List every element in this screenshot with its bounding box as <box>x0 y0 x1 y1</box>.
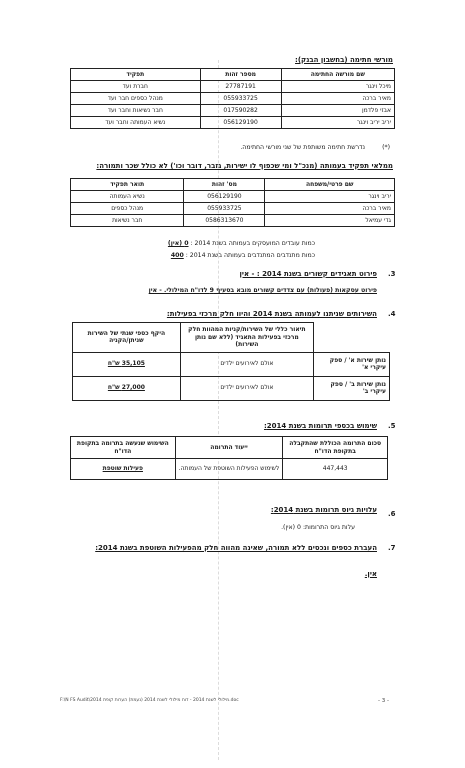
service-amount: 27,000 ש"ח <box>73 376 181 400</box>
role-holder-id: 0586313670 <box>184 215 265 227</box>
section-7-number: .7 <box>388 544 396 552</box>
signer-name: מיכל וינגר <box>281 81 394 93</box>
roles-header-name: שם פרטי/משפחה <box>265 179 395 191</box>
table-row <box>71 81 395 93</box>
table-row <box>71 459 388 480</box>
service-description: אולם לאירועים ילדים <box>180 352 313 376</box>
signers-header-id: מספר זהות <box>200 69 281 81</box>
role-holder-name: גדי עמיאל <box>265 215 395 227</box>
roles-header-id: מס' זהות <box>184 179 265 191</box>
section-7-title: העברת כספים ונכסים ללא תמורה, שאינה מהווה חלק מהפעילות השוטפת בשנת 2014: <box>95 544 377 552</box>
table-row <box>71 105 395 117</box>
service-description: אולם לאירועים ילדים <box>180 376 313 400</box>
section-6-title: עלויות גיוס תרומות בשנת 2014: <box>270 506 377 514</box>
roles-title: ממלאי תפקיד בעמותה (מנכ"ל ומי שכפוף לו ישירות, גזבר, דובר וכו') לא כולל שכר ותמורה: <box>96 162 393 170</box>
service-provider-label: נותן שירות א' / ספק עיקרי א' <box>313 352 389 376</box>
table-row <box>71 117 395 129</box>
table-row <box>71 203 395 215</box>
signer-id: 055933725 <box>200 93 281 105</box>
role-holder-title: מנהל כספים <box>71 203 184 215</box>
donation-purpose: לשימוש הפעילות השוטפת של העמותה. <box>175 459 283 480</box>
signer-id: 017590282 <box>200 105 281 117</box>
signers-note: נדרשת חתימה משותפת של שני מורשי החתימה. <box>240 144 365 151</box>
services-header-blank <box>313 323 389 353</box>
volunteers-label: כמות מתנדבים המתנדבים בעמותה בשנת 2014 : <box>185 252 315 259</box>
table-row <box>71 215 395 227</box>
signer-role: חברת ועד <box>71 81 201 93</box>
signers-header-name: שם מורשה החתימה <box>281 69 394 81</box>
donation-total: 447,443 <box>283 459 388 480</box>
signers-title: מורשי חתימה (בחשבון הבנק): <box>295 56 393 64</box>
roles-header-title: תואר תפקיד <box>71 179 184 191</box>
employees-label: כמות עובדים המועסקים בעמותה בשנת 2014 : <box>190 240 315 247</box>
service-provider-label: נותן שירות ב' / ספק עיקרי ב' <box>313 376 389 400</box>
table-row <box>71 93 395 105</box>
section-7-answer: אין. <box>364 570 377 578</box>
role-holder-id: 055933725 <box>184 203 265 215</box>
section-6-line: עלות גיוס התרומות: 0 (אין). <box>281 524 355 531</box>
signer-name: אבזי פלדמן <box>281 105 394 117</box>
section-5-title: שימוש בכספי תרומות בשנת 2014: <box>263 422 377 430</box>
signers-header-role: תפקיד <box>71 69 201 81</box>
table-row <box>73 376 390 400</box>
section-5-number: .5 <box>388 422 396 430</box>
signer-name: מאיר ברכה <box>281 93 394 105</box>
signer-role: חבר נשיאות וחבר ועד <box>71 105 201 117</box>
role-holder-name: מאיר ברכה <box>265 203 395 215</box>
section-6-number: .6 <box>388 510 396 518</box>
volunteers-line <box>171 252 315 259</box>
role-holder-id: 056129190 <box>184 191 265 203</box>
donations-header-usage: השימוש שנעשה בתרומה בתקופת הדו"ח <box>71 437 176 459</box>
role-holder-title: נשיא העמותה <box>71 191 184 203</box>
section-3-line: פירוט עסקאות (פעולות) עם צדדים קשורים מובא בסעיף 9 לדו"ח המילולי. - אין <box>148 287 377 294</box>
volunteers-value: 400 <box>170 252 184 259</box>
section-3-number: .3 <box>388 270 396 278</box>
table-row <box>73 352 390 376</box>
footer-page-number: - 3 - <box>378 698 389 704</box>
services-table <box>72 322 390 401</box>
signer-role: מנהל כספים חבר ועד <box>71 93 201 105</box>
donations-table <box>70 436 388 480</box>
services-header-description: תיאור כללי של השירות/קניות המהוות חלק מרכזי בפעילות התאגיד (ללא שם נותן השירות) <box>180 323 313 353</box>
section-3-title: פירוט תאגידים קשורים בשנת 2014 : - אין <box>239 270 377 278</box>
role-holder-title: חבר נשיאות <box>71 215 184 227</box>
signers-table <box>70 68 395 129</box>
roles-table <box>70 178 395 227</box>
signer-id: 056129190 <box>200 117 281 129</box>
employees-value: 0 (אין) <box>167 240 189 247</box>
footer-file-path: F:\N FS Audit\2014 מילולי לשנת 2014 - דוח מילולי לשנת 2014 (נעמת) הערות קופת.doc <box>60 698 239 703</box>
services-header-amount: היקף כספי שנתי של השירות שניתן/הקניה <box>73 323 181 353</box>
donations-header-purpose: ייעוד התרומה <box>175 437 283 459</box>
donation-usage: פעילות שוטפת <box>71 459 176 480</box>
role-holder-name: יריב וינגר <box>265 191 395 203</box>
signer-name: יריב יריב וינגר <box>281 117 394 129</box>
signers-note-mark: (*) <box>382 144 390 151</box>
section-4-title: השירותים שניתנו לעמותה בשנת 2014 והיוו חלק מרכזי בפעילות: <box>166 310 377 318</box>
donations-header-total: סכום התרומה הכוללת שהתקבלה בתקופת הדו"ח <box>283 437 388 459</box>
signer-id: 27787191 <box>200 81 281 93</box>
signer-role: נשיא העמותה וחבר ועד <box>71 117 201 129</box>
table-row <box>71 191 395 203</box>
employees-line <box>168 240 315 247</box>
service-amount: 35,105 ש"ח <box>73 352 181 376</box>
section-4-number: .4 <box>388 310 396 318</box>
